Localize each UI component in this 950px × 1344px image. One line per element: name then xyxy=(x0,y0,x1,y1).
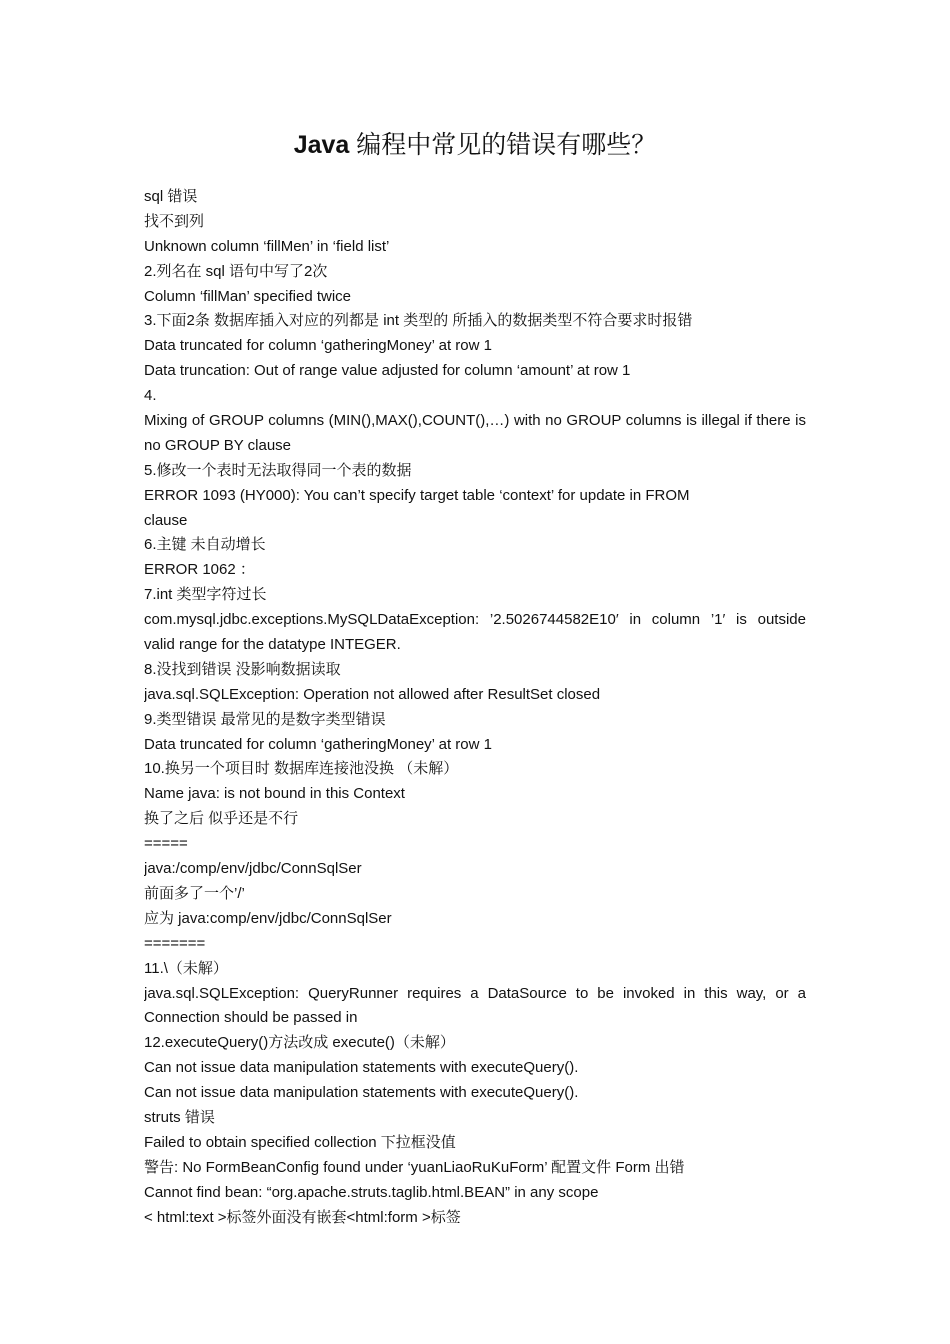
text-line: sql 错误 xyxy=(144,188,198,205)
text-line: Data truncated for column ‘gatheringMoney’ at row 1 xyxy=(144,735,492,753)
text-line: 10.换另一个项目时 数据库连接池没换 （未解） xyxy=(144,760,459,778)
text-line: 4. xyxy=(144,387,157,405)
text-line: Data truncated for column ‘gatheringMoney’ at row 1 xyxy=(144,337,492,355)
text-line: java:/comp/env/jdbc/ConnSqlSer xyxy=(144,860,362,878)
text-line: Connection should be passed in xyxy=(144,1009,358,1027)
text-line: Can not issue data manipulation statements with executeQuery(). xyxy=(144,1059,579,1077)
text-line: clause xyxy=(144,511,188,529)
text-line: Name java: is not bound in this Context xyxy=(144,785,405,803)
text-line: 5.修改一个表时无法取得同一个表的数据 xyxy=(144,461,412,479)
page-title-cjk: 编程中常见的错误有哪些？ xyxy=(356,130,657,159)
text-line: ERROR 1093 (HY000): You can’t specify target table ‘context’ for update in FROM xyxy=(144,486,690,504)
text-line: java.sql.SQLException: QueryRunner requires a DataSource to be invoked in this way, or a xyxy=(144,984,806,1002)
text-line: 换了之后 似乎还是不行 xyxy=(144,810,299,828)
text-line: 12.executeQuery()方法改成 execute()（未解） xyxy=(144,1034,455,1052)
page-title-latin: Java xyxy=(293,131,350,159)
text-line: ======= xyxy=(144,934,206,952)
text-line: struts 错误 xyxy=(144,1108,215,1126)
text-line: 应为 java:comp/env/jdbc/ConnSqlSer xyxy=(144,909,392,927)
text-line: Mixing of GROUP columns (MIN(),MAX(),COUNT(),…) with no GROUP columns is illegal if there is xyxy=(144,412,806,430)
text-line: 找不到列 xyxy=(144,212,205,230)
text-line: 11.\（未解） xyxy=(144,959,228,977)
text-line: Cannot find bean: “org.apache.struts.taglib.html.BEAN” in any scope xyxy=(144,1183,599,1201)
text-line: Unknown column ‘fillMen’ in ‘field list’ xyxy=(144,237,390,255)
text-line: valid range for the datatype INTEGER. xyxy=(144,636,401,654)
text-line: com.mysql.jdbc.exceptions.MySQLDataException: ’2.5026744582E10′ in column ’1′ is outside xyxy=(144,611,806,629)
text-line: ===== xyxy=(144,835,188,853)
text-line: 前面多了一个’/’ xyxy=(144,884,245,902)
text-line: 8.没找到错误 没影响数据读取 xyxy=(144,660,341,678)
text-line: 2.列名在 sql 语句中写了2次 xyxy=(144,262,328,280)
document-body xyxy=(144,185,806,1230)
text-line: Failed to obtain specified collection 下拉框没值 xyxy=(144,1133,456,1151)
text-line: no GROUP BY clause xyxy=(144,436,292,454)
text-line: 9.类型错误 最常见的是数字类型错误 xyxy=(144,710,386,728)
text-line: ERROR 1062 ： xyxy=(144,561,255,579)
text-line: java.sql.SQLException: Operation not allowed after ResultSet closed xyxy=(144,685,601,703)
text-line: 警告: No FormBeanConfig found under ‘yuanLiaoRuKuForm’ 配置文件 Form 出错 xyxy=(144,1158,685,1176)
text-line: 3.下面2条 数据库插入对应的列都是 int 类型的 所插入的数据类型不符合要求时报错 xyxy=(144,312,693,330)
text-line: 6.主键 未自动增长 xyxy=(144,536,266,554)
text-line: Can not issue data manipulation statements with executeQuery(). xyxy=(144,1084,579,1102)
text-line: Column ‘fillMan’ specified twice xyxy=(144,287,352,305)
text-line: 7.int 类型字符过长 xyxy=(144,586,267,604)
text-line: < html:text >标签外面没有嵌套<html:form >标签 xyxy=(144,1208,461,1226)
page-title xyxy=(0,127,950,163)
text-line: Data truncation: Out of range value adjusted for column ‘amount’ at row 1 xyxy=(144,362,631,380)
